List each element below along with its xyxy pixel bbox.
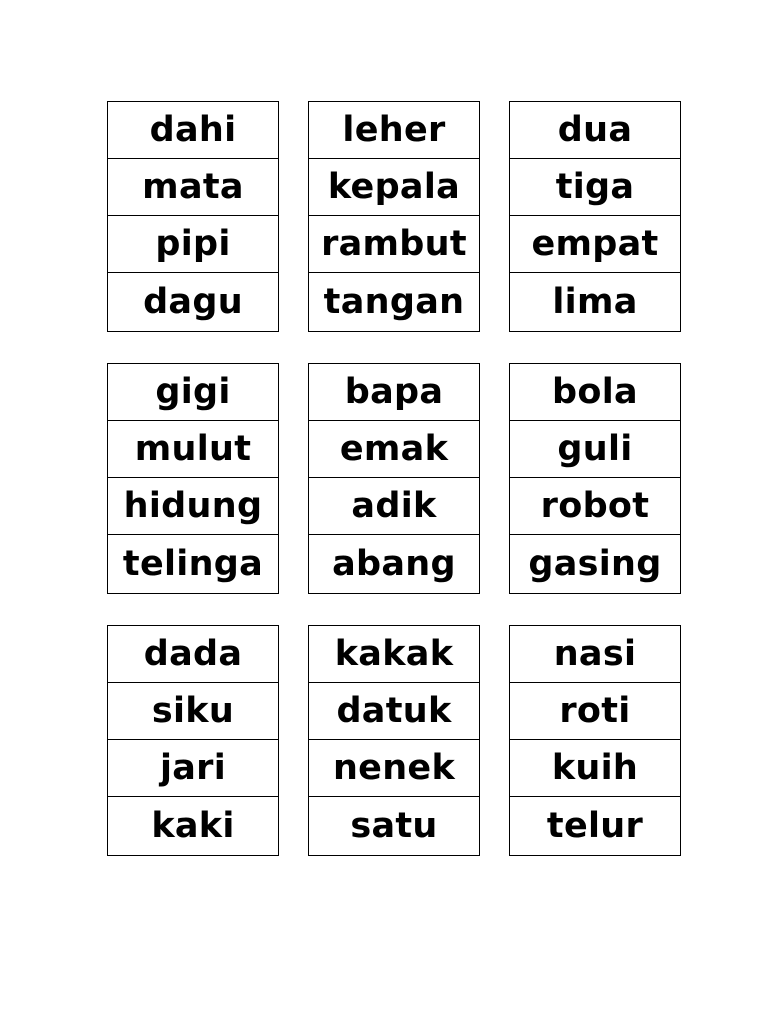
word-cell: kaki [151, 805, 235, 846]
word-cell: dada [108, 626, 278, 683]
word-cell: kuih [510, 740, 680, 797]
word-cell: roti [510, 683, 680, 740]
card-row-2 [107, 363, 681, 594]
word-cell: lima [552, 281, 638, 322]
word-cell: datuk [309, 683, 479, 740]
word-cell: pipi [108, 216, 278, 273]
word-cell: telinga [122, 543, 264, 584]
word-cell: dua [510, 102, 680, 159]
word-cell: tiga [510, 159, 680, 216]
word-cell: satu [350, 805, 438, 846]
word-cell: abang [332, 543, 456, 584]
word-cell: siku [108, 683, 278, 740]
word-table [509, 363, 681, 594]
word-table [308, 363, 480, 594]
word-card-sheet [107, 101, 681, 887]
word-table [308, 101, 480, 332]
word-table [509, 625, 681, 856]
word-cell: bola [510, 364, 680, 421]
word-cell: emak [309, 421, 479, 478]
word-table [107, 625, 279, 856]
word-cell: tangan [323, 281, 465, 322]
word-cell: mata [108, 159, 278, 216]
word-cell: guli [510, 421, 680, 478]
word-table [107, 101, 279, 332]
word-cell: nenek [309, 740, 479, 797]
word-cell: rambut [309, 216, 479, 273]
word-cell: mulut [108, 421, 278, 478]
word-table [509, 101, 681, 332]
word-cell: robot [510, 478, 680, 535]
word-cell: adik [309, 478, 479, 535]
card-row-1 [107, 101, 681, 332]
word-cell: dahi [108, 102, 278, 159]
word-table [308, 625, 480, 856]
word-cell: kepala [309, 159, 479, 216]
word-cell: empat [510, 216, 680, 273]
card-row-3 [107, 625, 681, 856]
word-cell: leher [309, 102, 479, 159]
word-cell: telur [546, 805, 644, 846]
word-cell: hidung [108, 478, 278, 535]
word-cell: dagu [143, 281, 243, 322]
word-cell: kakak [309, 626, 479, 683]
word-cell: nasi [510, 626, 680, 683]
word-table [107, 363, 279, 594]
word-cell: bapa [309, 364, 479, 421]
word-cell: gasing [528, 543, 662, 584]
word-cell: gigi [108, 364, 278, 421]
word-cell: jari [108, 740, 278, 797]
